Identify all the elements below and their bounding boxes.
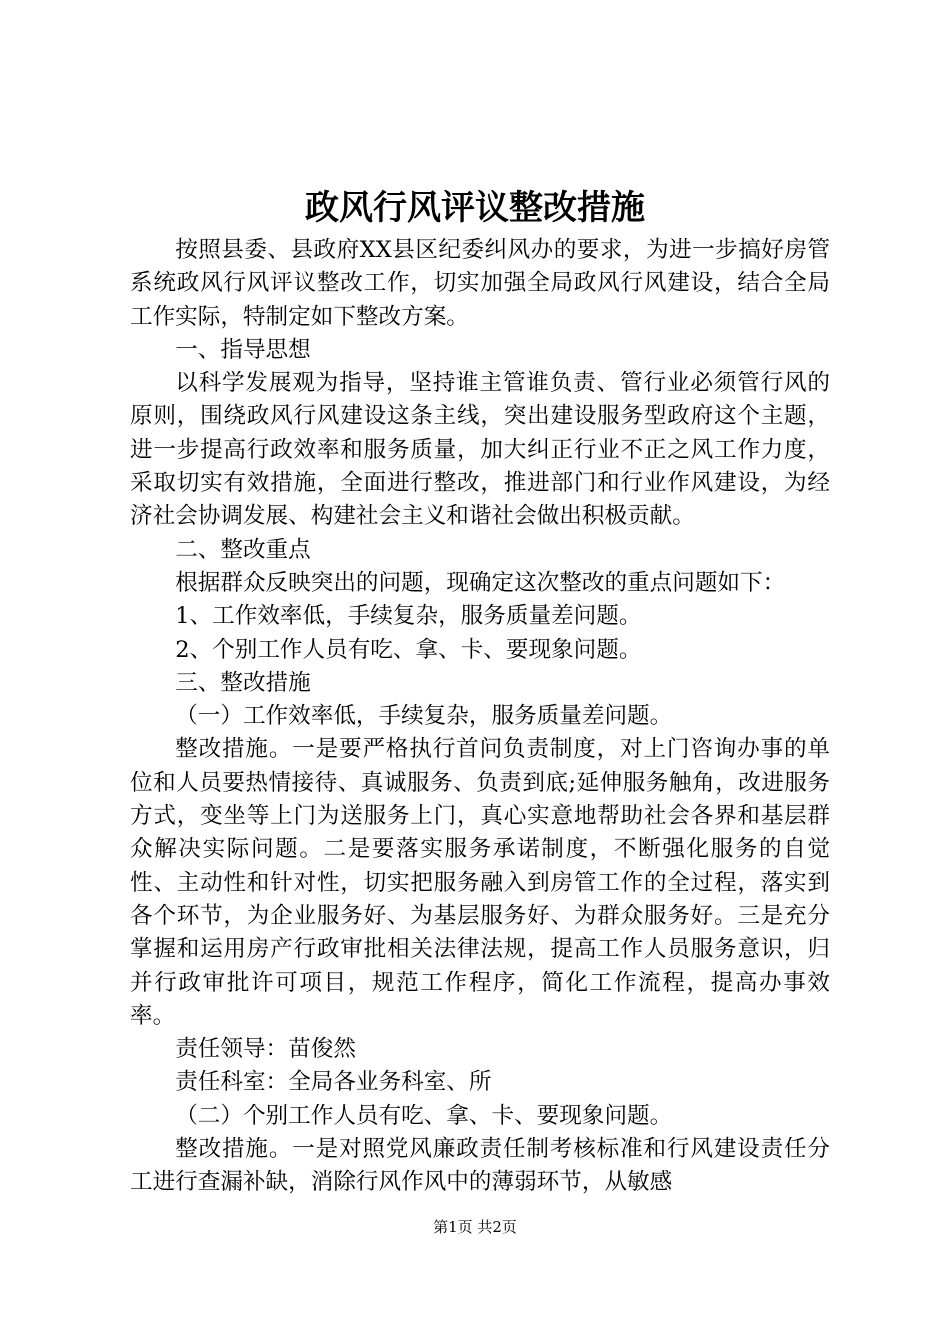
subsection-heading: （一）工作效率低，手续复杂，服务质量差问题。: [175, 703, 673, 730]
section-heading: 一、指导思想: [175, 336, 311, 363]
responsible-department: 责任科室：全局各业务科室、所: [175, 1069, 492, 1096]
paragraph: 按照县委、县政府XX县区纪委纠风办的要求，为进一步搞好房管系统政风行风评议整改工作，切实加强全局政风行风建设，结合全局工作实际，特制定如下整改方案。: [130, 237, 830, 330]
paragraph: 以科学发展观为指导，坚持谁主管谁负责、管行业必须管行风的原则，围绕政风行风建设这条主线，突出建设服务型政府这个主题，进一步提高行政效率和服务质量，加大纠正行业不正之风工作力度，采取切实有效措施，全面进行整改，推进部门和行业作风建设，为经济社会协调发展、构建社会主义和谐社会做出积极贡献。: [130, 370, 830, 530]
section-heading: 三、整改措施: [175, 669, 311, 696]
paragraph: 根据群众反映突出的问题，现确定这次整改的重点问题如下：: [175, 569, 786, 596]
paragraph: 整改措施。一是对照党风廉政责任制考核标准和行风建设责任分工进行查漏补缺，消除行风作风中的薄弱环节，从敏感: [130, 1136, 830, 1196]
list-item: 2、个别工作人员有吃、拿、卡、要现象问题。: [175, 636, 642, 663]
responsible-leader: 责任领导：苗俊然: [175, 1036, 356, 1063]
subsection-heading: （二）个别工作人员有吃、拿、卡、要现象问题。: [175, 1102, 673, 1129]
section-heading: 二、整改重点: [175, 536, 311, 563]
list-item: 1、工作效率低，手续复杂，服务质量差问题。: [175, 603, 642, 630]
document-title: 政风行风评议整改措施: [305, 188, 645, 228]
page-footer: 第1页 共2页: [433, 1218, 517, 1236]
paragraph: 整改措施。一是要严格执行首问负责制度，对上门咨询办事的单位和人员要热情接待、真诚服务、负责到底;延伸服务触角，改进服务方式，变坐等上门为送服务上门，真心实意地帮助社会各界和基层群众解决实际问题。二是要落实服务承诺制度，不断强化服务的自觉性、主动性和针对性，切实把服务融入到房管工作的全过程，落实到各个环节，为企业服务好、为基层服务好、为群众服务好。三是充分掌握和运用房产行政审批相关法律法规，提高工作人员服务意识，归并行政审批许可项目，规范工作程序，简化工作流程，提高办事效率。: [130, 736, 830, 1029]
document-body: [130, 234, 830, 1200]
